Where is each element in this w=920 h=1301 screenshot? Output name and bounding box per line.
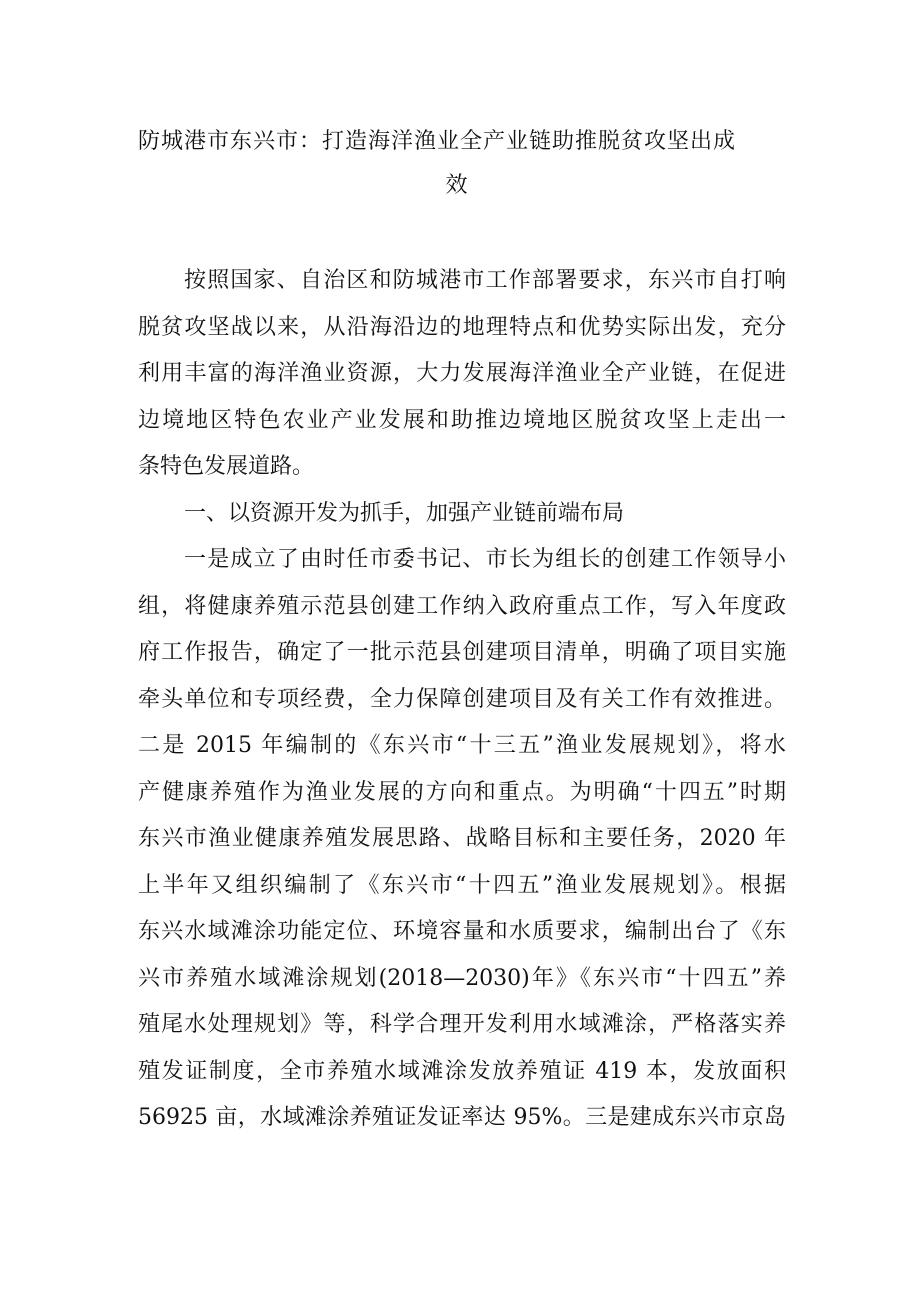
paragraph-2-line: 殖尾水处理规划》等，科学合理开发利用水域滩涂，严格落实养 [138, 1012, 786, 1037]
paragraph-2-line: 上半年又组织编制了《东兴市“十四五”渔业发展规划》。根据 [138, 872, 786, 898]
document-body [138, 258, 786, 1142]
section-1-heading: 一、以资源开发为抓手，加强产业链前端布局 [184, 500, 625, 526]
paragraph-1-line: 利用丰富的海洋渔业资源，大力发展海洋渔业全产业链，在促进 [138, 361, 786, 386]
paragraph-2-line: 府工作报告，确定了一批示范县创建项目清单，明确了项目实施 [138, 640, 786, 665]
paragraph-2-line: 东兴市渔业健康养殖发展思路、战略目标和主要任务，2020 年 [138, 826, 786, 851]
paragraph-2-line: 牵头单位和专项经费，全力保障创建项目及有关工作有效推进。 [138, 686, 786, 712]
paragraph-2-line: 兴市养殖水域滩涂规划(2018—2030)年》《东兴市“十四五”养 [138, 965, 786, 991]
paragraph-1-line: 脱贫攻坚战以来，从沿海沿边的地理特点和优势实际出发，充分 [138, 314, 786, 340]
paragraph-2-line: 56925 亩，水域滩涂养殖证发证率达 95%。三是建成东兴市京岛 [138, 1105, 786, 1130]
paragraph-2-line: 组，将健康养殖示范县创建工作纳入政府重点工作，写入年度政 [138, 593, 786, 619]
paragraph-2-line: 二是 2015 年编制的《东兴市“十三五”渔业发展规划》，将水 [138, 733, 786, 758]
paragraph-2-line: 殖发证制度，全市养殖水域滩涂发放养殖证 419 本，发放面积 [138, 1058, 786, 1084]
paragraph-1-line: 条特色发展道路。 [138, 454, 315, 479]
paragraph-2-line: 产健康养殖作为渔业发展的方向和重点。为明确“十四五”时期 [138, 779, 786, 805]
document-title [138, 120, 788, 208]
title-line-2: 效 [445, 173, 469, 198]
paragraph-2-line: 一是成立了由时任市委书记、市长为组长的创建工作领导小 [184, 547, 786, 572]
paragraph-2-line: 东兴水域滩涂功能定位、环境容量和水质要求，编制出台了《东 [138, 919, 786, 944]
paragraph-1-line: 边境地区特色农业产业发展和助推边境地区脱贫攻坚上走出一 [138, 407, 786, 433]
paragraph-1-line: 按照国家、自治区和防城港市工作部署要求，东兴市自打响 [184, 268, 786, 293]
title-line-1: 防城港市东兴市：打造海洋渔业全产业链助推脱贫攻坚出成 [138, 129, 737, 154]
